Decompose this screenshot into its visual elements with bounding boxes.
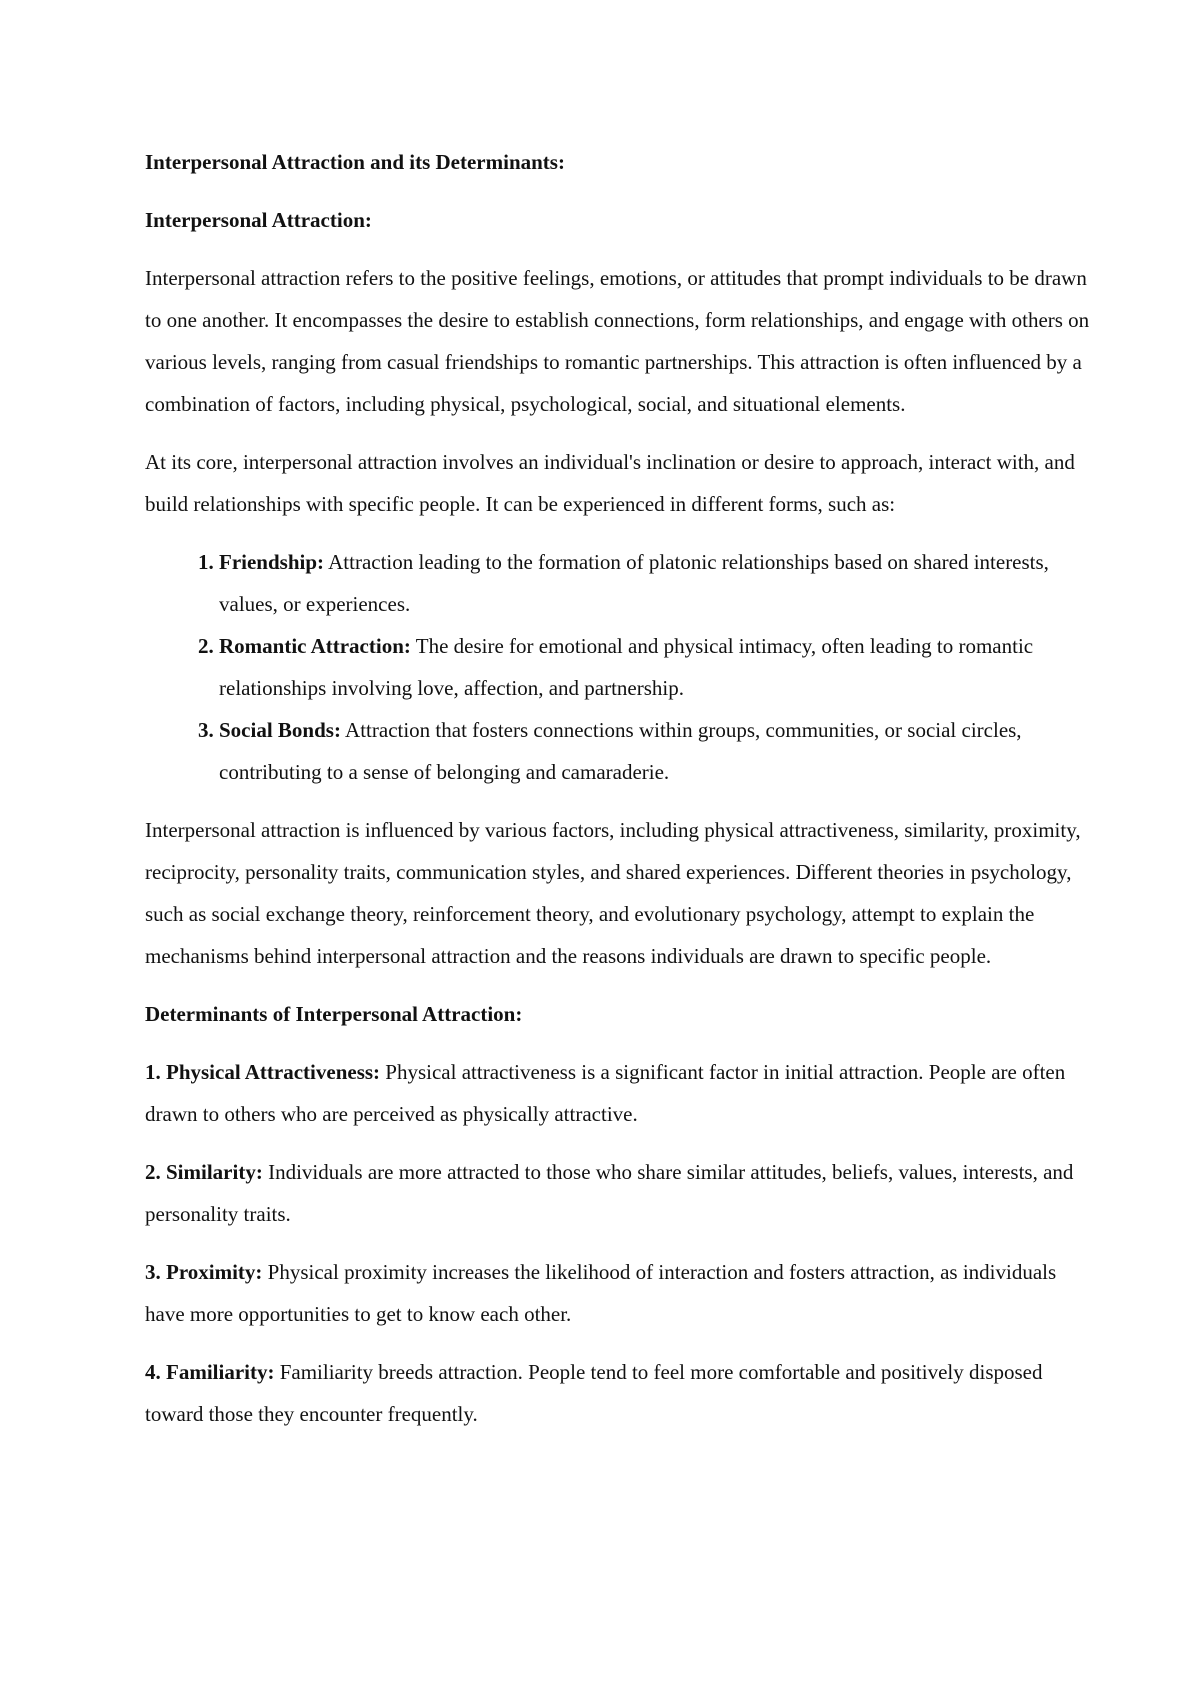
list-item-text: Attraction leading to the formation of platonic relationships based on shared interests, values, or experiences. (219, 550, 1049, 616)
section-heading-determinants: Determinants of Interpersonal Attraction: (145, 1002, 523, 1026)
list-item (219, 709, 1100, 793)
attraction-forms-list (145, 541, 1100, 793)
list-item-text: The desire for emotional and physical intimacy, often leading to romantic relationships involving love, affection, and partnership. (219, 634, 1034, 700)
determinant-text: Physical proximity increases the likelihood of interaction and fosters attraction, as individuals have more opportunities to get to know each other. (145, 1260, 1057, 1326)
determinant-term: 3. Proximity: (145, 1260, 263, 1284)
determinant-text: Familiarity breeds attraction. People tend to feel more comfortable and positively disposed toward those they encounter frequently. (145, 1360, 1043, 1426)
determinant-text: Individuals are more attracted to those who share similar attitudes, beliefs, values, interests, and personality traits. (145, 1160, 1074, 1226)
list-item (219, 541, 1100, 625)
list-item-text: Attraction that fosters connections within groups, communities, or social circles, contributing to a sense of belonging and camaraderie. (219, 718, 1022, 784)
determinant-item (145, 1051, 1100, 1135)
determinant-term: 4. Familiarity: (145, 1360, 275, 1384)
list-item-term: Romantic Attraction: (219, 634, 411, 658)
list-item-term: Social Bonds: (219, 718, 341, 742)
section-heading-interpersonal-attraction: Interpersonal Attraction: (145, 208, 372, 232)
determinant-term: 1. Physical Attractiveness: (145, 1060, 381, 1084)
determinant-term: 2. Similarity: (145, 1160, 263, 1184)
list-item (219, 625, 1100, 709)
paragraph: Interpersonal attraction refers to the positive feelings, emotions, or attitudes that prompt individuals to be drawn to one another. It encompasses the desire to establish connections, form relationships, and engage with others on various levels, ranging from casual friendships to romantic partnerships. This attraction is often influenced by a combination of factors, including physical, psychological, social, and situational elements. (145, 266, 1090, 416)
determinant-item (145, 1251, 1100, 1335)
determinant-item (145, 1151, 1100, 1235)
determinant-text: Physical attractiveness is a significant factor in initial attraction. People are often drawn to others who are perceived as physically attractive. (145, 1060, 1066, 1126)
paragraph: Interpersonal attraction is influenced by various factors, including physical attractiveness, similarity, proximity, reciprocity, personality traits, communication styles, and shared experiences. Different theories in psychology, such as social exchange theory, reinforcement theory, and evolutionary psychology, attempt to explain the mechanisms behind interpersonal attraction and the reasons individuals are drawn to specific people. (145, 818, 1081, 968)
list-item-term: Friendship: (219, 550, 325, 574)
document-title: Interpersonal Attraction and its Determinants: (145, 150, 565, 174)
paragraph: At its core, interpersonal attraction involves an individual's inclination or desire to approach, interact with, and build relationships with specific people. It can be experienced in different forms, such as: (145, 450, 1075, 516)
determinant-item (145, 1351, 1100, 1435)
